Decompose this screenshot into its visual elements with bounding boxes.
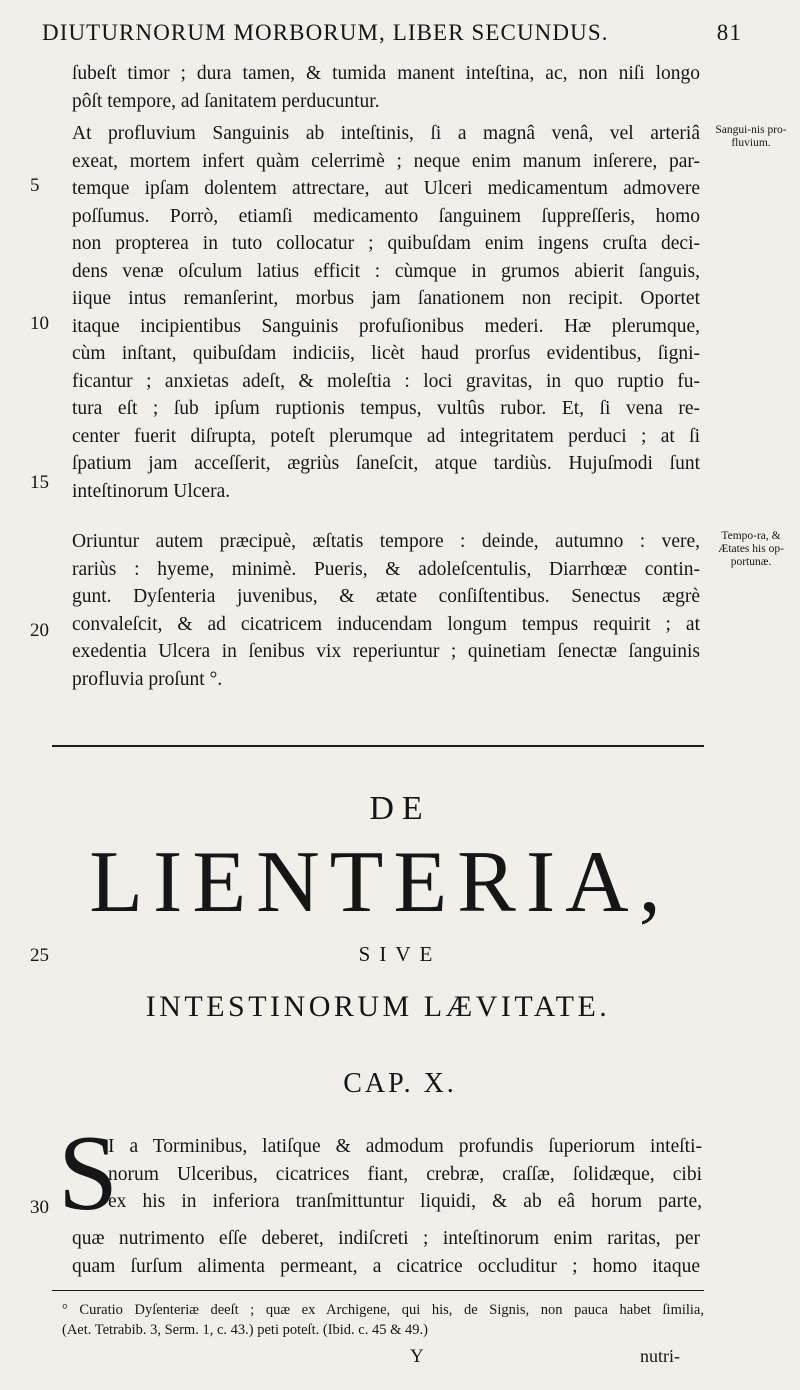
chapter-paragraph xyxy=(72,1225,700,1280)
catchword: nutri- xyxy=(640,1346,680,1366)
footnote-rule xyxy=(52,1290,704,1291)
footnote-line: ° Curatio Dyſenteriæ deeſt ; quæ ex Archigene, qui his, de Signis, non pauca habet ſimilia, xyxy=(62,1302,704,1318)
text-line: ſpatium jam acceſſerit, ægriùs ſaneſcit, atque tardiùs. Hujuſmodi ſunt xyxy=(72,453,700,474)
margin-note-tempora: Tempo-ra, & Ætates his op-portunæ. xyxy=(718,530,784,568)
line-number: 30 xyxy=(30,1197,49,1218)
text-line: cùm inſtant, quibuſdam indiciis, licèt haud prorſus evidentibus, ſigni- xyxy=(72,343,700,364)
line-number: 20 xyxy=(30,620,49,641)
text-line: ex his in inferiora tranſmittuntur liquidi, & ab eâ horum parte, xyxy=(108,1191,702,1212)
text-line: inteſtinorum Ulcera. xyxy=(72,480,231,502)
text-line: temque ipſam dolentem attrectare, aut Ulceri medicamentum admovere xyxy=(72,178,700,199)
text-line: rariùs : hyeme, minimè. Pueris, & adoleſcentulis, Diarrhœæ contin- xyxy=(72,558,700,580)
text-line: quam ſurſum alimenta permeant, a cicatrice occluditur ; homo itaque xyxy=(72,1255,700,1277)
section-rule xyxy=(52,745,704,747)
text-line: iique intus remanſerint, morbus jam ſanationem non recipit. Oportet xyxy=(72,288,700,309)
text-line: non propterea in tuto collocatur ; quibuſdam enim ingens cruſta deci- xyxy=(72,233,700,254)
text-line: profluvia proſunt °. xyxy=(72,668,223,690)
text-line: ficantur ; anxietas adeſt, & moleſtia : loci gravitas, in quo ruptio fu- xyxy=(72,370,700,392)
text-line: dens venæ oſculum latius efficit : cùmque in grumos abierit ſanguis, xyxy=(72,260,700,282)
line-number: 5 xyxy=(30,175,40,196)
text-line: I a Torminibus, latiſque & admodum profundis ſuperiorum inteſti- xyxy=(108,1136,702,1157)
text-line: Oriuntur autem præcipuè, æſtatis tempore : deinde, autumno : vere, xyxy=(72,531,700,552)
text-line: poſſumus. Porrò, etiamſi medicamento ſanguinem ſuppreſſeris, homo xyxy=(72,205,700,227)
text-line: pôſt tempore, ad ſanitatem perducuntur. xyxy=(72,90,380,112)
footnote xyxy=(62,1300,704,1340)
text-line: center fuerit diſrupta, poteſt plerumque ad integritatem perduci ; at ſi xyxy=(72,425,700,447)
text-line: At profluvium Sanguinis ab inteſtinis, ſi a magnâ venâ, vel arteriâ xyxy=(72,123,700,144)
text-line: exedentia Ulcera in ſenibus vix reperiuntur ; quinetiam ſenectæ ſanguinis xyxy=(72,641,700,662)
signature-mark: Y xyxy=(410,1346,426,1367)
chapter-heading: CAP. X. xyxy=(343,1068,457,1099)
chapter-paragraph-indented xyxy=(108,1133,702,1216)
text-line: exeat, mortem infert quàm celerrimè ; neque enim manum inſerere, par- xyxy=(72,150,700,172)
footnote-line: (Aet. Tetrabib. 3, Serm. 1, c. 43.) peti poteſt. (Ibid. c. 45 & 49.) xyxy=(62,1322,428,1338)
line-number: 10 xyxy=(30,313,49,334)
running-head xyxy=(42,20,742,52)
section-title-main: LIENTERIA, xyxy=(89,834,671,931)
drop-cap: S xyxy=(58,1114,119,1233)
paragraph-2 xyxy=(72,120,700,505)
text-line: convaleſcit, & ad cicatricem inducendam longum tempus requirit ; at xyxy=(72,613,700,635)
page-number: 81 xyxy=(716,20,742,45)
paragraph-1 xyxy=(72,60,700,115)
line-number: 15 xyxy=(30,472,49,493)
line-number: 25 xyxy=(30,945,49,966)
paragraph-3 xyxy=(72,528,700,693)
section-subtitle: INTESTINORUM LÆVITATE. xyxy=(145,990,611,1023)
text-line: gunt. Dyſenteria juvenibus, & ætate conſiſtentibus. Senectus ægrè xyxy=(72,586,700,607)
section-title-sive: SIVE xyxy=(358,942,442,966)
text-line: tura eſt ; ſub ipſum ruptionis tempus, vultûs rubor. Et, ſi vena re- xyxy=(72,398,700,419)
section-title-de: DE xyxy=(369,790,431,827)
running-title: DIUTURNORUM MORBORUM, LIBER SECUNDUS. xyxy=(42,20,609,45)
text-line: quæ nutrimento eſſe deberet, indiſcreti ; inteſtinorum enim raritas, per xyxy=(72,1228,700,1249)
text-line: itaque incipientibus Sanguinis profuſionibus mederi. Hæ plerumque, xyxy=(72,315,700,337)
text-line: norum Ulceribus, cicatrices fiant, crebræ, craſſæ, ſolidæque, cibi xyxy=(108,1163,702,1185)
text-line: ſubeſt timor ; dura tamen, & tumida manent inteſtina, ac, non niſi longo xyxy=(72,63,700,84)
margin-note-sanguinis: Sangui-nis pro-fluvium. xyxy=(715,124,787,149)
